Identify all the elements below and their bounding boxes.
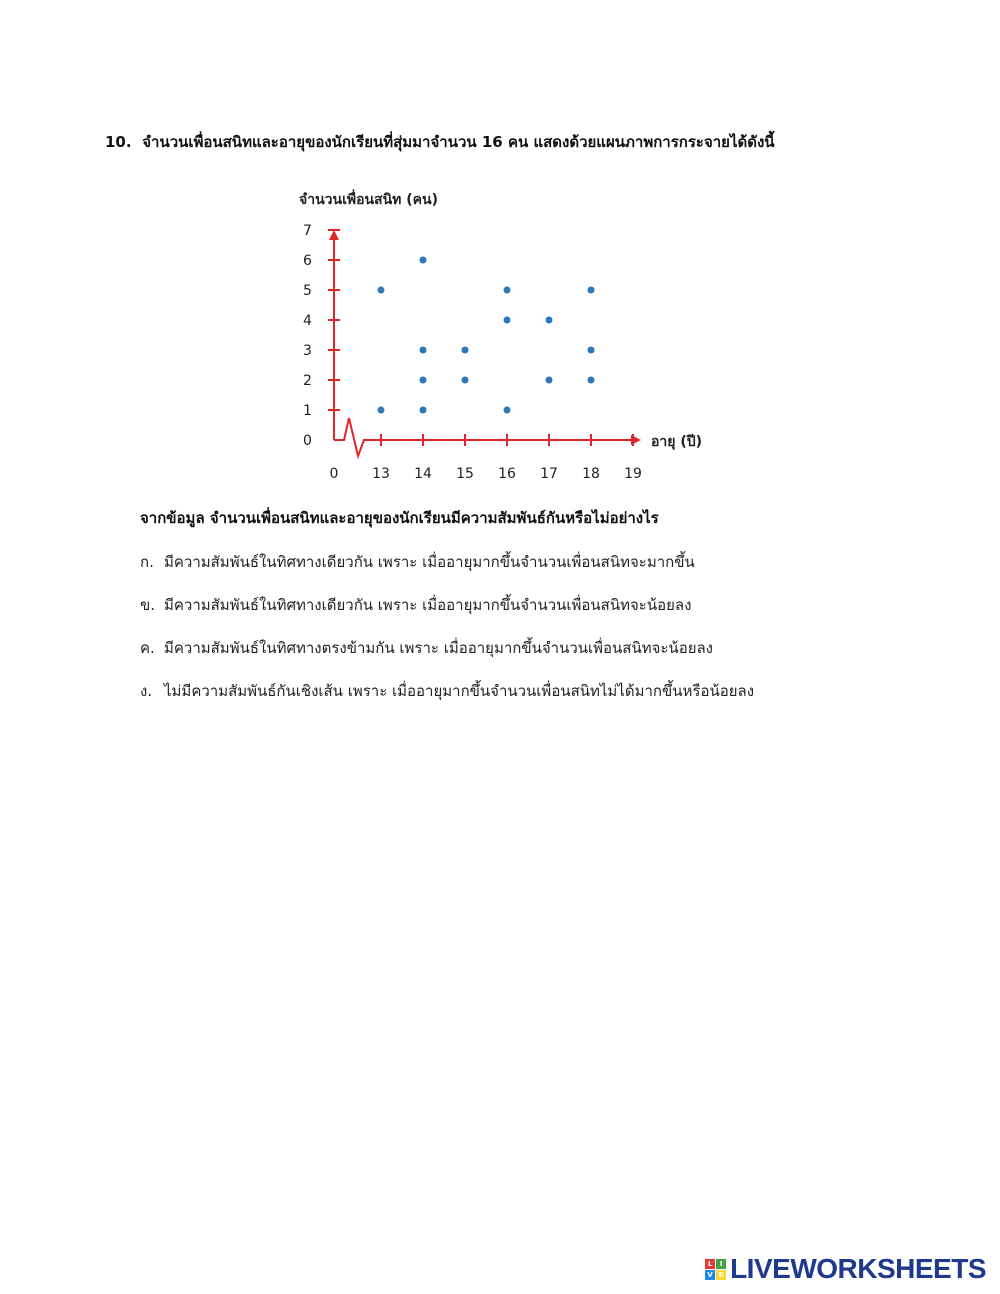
liveworksheets-logo xyxy=(705,1254,986,1284)
x-tick-label-18: 18 xyxy=(582,466,600,482)
logo-icon-e: E xyxy=(716,1270,726,1280)
data-point-13-1 xyxy=(378,407,385,414)
y-tick-label-6: 6 xyxy=(303,253,312,269)
y-axis-label: จำนวนเพื่อนสนิท (คน) xyxy=(299,192,439,208)
choice-b[interactable] xyxy=(140,593,691,617)
choice-c-text: มีความสัมพันธ์ในทิศทางตรงข้ามกัน เพราะ เมื่ออายุมากขึ้นจำนวนเพื่อนสนิทจะน้อยลง xyxy=(164,639,714,657)
choice-a-mark: ก. xyxy=(140,553,154,571)
y-tick-label-3: 3 xyxy=(303,343,312,359)
y-tick-label-2: 2 xyxy=(303,373,312,389)
x-axis-line xyxy=(334,418,633,456)
y-axis-arrow xyxy=(329,230,339,240)
data-point-18-5 xyxy=(588,287,595,294)
y-tick-label-7: 7 xyxy=(303,223,312,239)
data-point-17-4 xyxy=(546,317,553,324)
choice-b-text: มีความสัมพันธ์ในทิศทางเดียวกัน เพราะ เมื่ออายุมากขึ้นจำนวนเพื่อนสนิทจะน้อยลง xyxy=(164,596,692,614)
y-tick-label-4: 4 xyxy=(303,313,312,329)
x-tick-label-17: 17 xyxy=(540,466,558,482)
logo-icon-i: I xyxy=(716,1259,726,1269)
x-tick-label-14: 14 xyxy=(414,466,432,482)
choice-b-mark: ข. xyxy=(140,596,156,614)
data-point-16-1 xyxy=(504,407,511,414)
data-point-16-5 xyxy=(504,287,511,294)
data-point-18-3 xyxy=(588,347,595,354)
data-point-14-3 xyxy=(420,347,427,354)
data-point-15-2 xyxy=(462,377,469,384)
question-prompt: จากข้อมูล จำนวนเพื่อนสนิทและอายุของนักเรียนมีความสัมพันธ์กันหรือไม่อย่างไร xyxy=(140,509,659,527)
choice-d[interactable] xyxy=(140,679,754,703)
scatter-chart xyxy=(285,180,725,490)
data-point-18-2 xyxy=(588,377,595,384)
choice-c[interactable] xyxy=(140,636,713,660)
y-tick-label-5: 5 xyxy=(303,283,312,299)
x-tick-label-13: 13 xyxy=(372,466,390,482)
choice-a-text: มีความสัมพันธ์ในทิศทางเดียวกัน เพราะ เมื่ออายุมากขึ้นจำนวนเพื่อนสนิทจะมากขึ้น xyxy=(164,553,695,571)
choice-c-mark: ค. xyxy=(140,639,155,657)
question-text: จำนวนเพื่อนสนิทและอายุของนักเรียนที่สุ่มมาจำนวน 16 คน แสดงด้วยแผนภาพการกระจายได้ดังนี้ xyxy=(142,133,775,151)
logo-text: LIVEWORKSHEETS xyxy=(730,1253,986,1284)
data-point-13-5 xyxy=(378,287,385,294)
x-tick-label-0: 0 xyxy=(329,466,339,482)
data-point-17-2 xyxy=(546,377,553,384)
liveworksheets-logo-icon xyxy=(705,1259,726,1280)
y-tick-label-0: 0 xyxy=(303,433,312,449)
data-point-14-2 xyxy=(420,377,427,384)
question-number: 10. xyxy=(105,133,132,151)
data-point-16-4 xyxy=(504,317,511,324)
logo-icon-l: L xyxy=(705,1259,715,1269)
choice-a[interactable] xyxy=(140,550,695,574)
logo-icon-v: V xyxy=(705,1270,715,1280)
y-tick-label-1: 1 xyxy=(303,403,312,419)
question-10 xyxy=(105,130,965,154)
data-point-14-6 xyxy=(420,257,427,264)
choice-d-text: ไม่มีความสัมพันธ์กันเชิงเส้น เพราะ เมื่ออายุมากขึ้นจำนวนเพื่อนสนิทไม่ได้มากขึ้นหรือน้อยลง xyxy=(164,682,755,700)
data-point-15-3 xyxy=(462,347,469,354)
x-tick-label-16: 16 xyxy=(498,466,516,482)
x-tick-label-19: 19 xyxy=(624,466,642,482)
x-tick-label-15: 15 xyxy=(456,466,474,482)
choice-d-mark: ง. xyxy=(140,682,153,700)
x-axis-label: อายุ (ปี) xyxy=(651,434,703,450)
data-point-14-1 xyxy=(420,407,427,414)
